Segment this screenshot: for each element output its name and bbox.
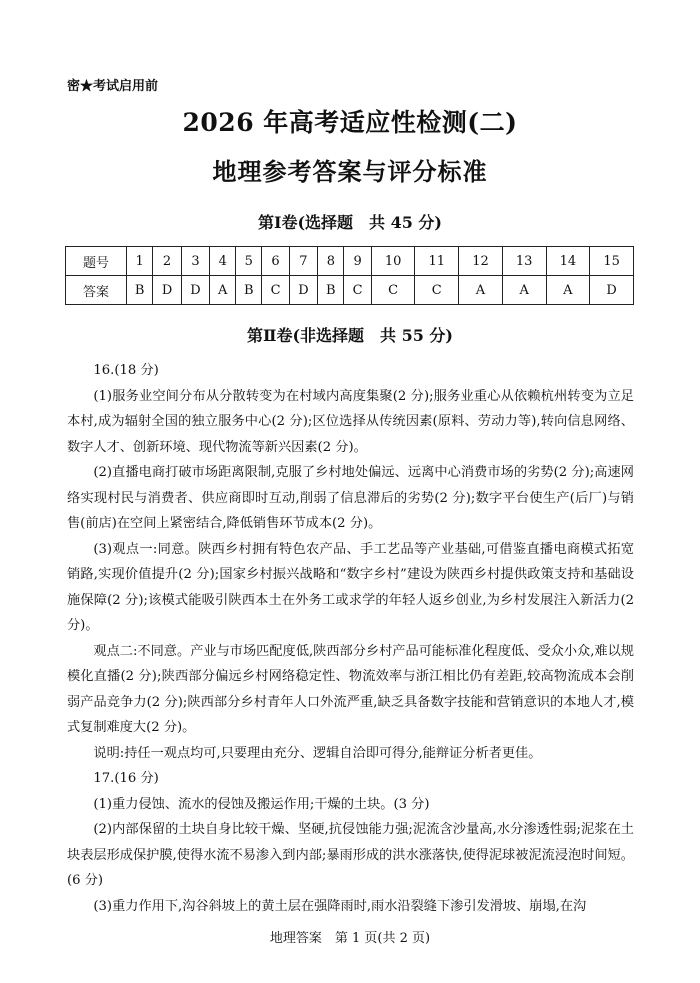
answer-cell: C [262, 276, 289, 305]
number-cell: 5 [236, 247, 262, 276]
answer-paragraph: (3)观点一:同意。陕西乡村拥有特色农产品、手工艺品等产业基础,可借鉴直播电商模式拓宽销路,实现价值提升(2 分);国家乡村振兴战略和“数字乡村”建设为陕西乡村提供政策支持和基础设施保障(2 分);该模式能吸引陕西本土在外务工或求学的年轻人返乡创业,为乡村发展注入新活力(2 分)。 [67, 541, 634, 633]
number-cell: 8 [318, 247, 344, 276]
row-label-answer: 答案 [66, 276, 127, 305]
number-cell: 10 [371, 247, 415, 276]
number-cell: 4 [210, 247, 236, 276]
answer-paragraph: (2)直播电商打破市场距离限制,克服了乡村地处偏远、远离中心消费市场的劣势(2 分);高速网络实现村民与消费者、供应商即时互动,削弱了信息滞后的劣势(2 分);数字平台使生产(后厂)与销售(前店)在空间上紧密结合,降低销售环节成本(2 分)。 [67, 465, 634, 531]
exam-title: 2026 年高考适应性检测(二) [182, 108, 518, 137]
answer-paragraph: 观点二:不同意。产业与市场匹配度低,陕西部分乡村产品可能标准化程度低、受众小众,难以规模化直播(2 分);陕西部分偏远乡村网络稳定性、物流效率与浙江相比仍有差距,较高物流成本会削弱产品竞争力(2 分);陕西部分乡村青年人口外流严重,缺乏具备数字技能和营销意识的本地人才,模式复制难度大(2 分)。 [67, 643, 634, 735]
number-cell: 13 [502, 247, 546, 276]
number-cell: 9 [344, 247, 371, 276]
answer-paragraph: (2)内部保留的土块自身比较干燥、坚硬,抗侵蚀能力强;泥流含沙量高,水分渗透性弱;泥浆在土块表层形成保护膜,使得水流不易渗入到内部;暴雨形成的洪水涨落快,使得泥球被泥流浸泡时间短。(6 分) [67, 822, 634, 888]
section1-title: 第Ⅰ卷(选择题 共 45 分) [257, 213, 443, 232]
answer-cell: A [210, 276, 236, 305]
number-row [66, 247, 634, 276]
answer-cell: D [153, 276, 181, 305]
answer-table [65, 246, 634, 305]
answer-cell: A [546, 276, 590, 305]
exam-subtitle: 地理参考答案与评分标准 [212, 157, 488, 186]
answer-paragraph: (1)服务业空间分布从分散转变为在村域内高度集聚(2 分);服务业重心从依赖杭州转变为立足本村,成为辐射全国的独立服务中心(2 分);区位选择从传统因素(原料、劳动力等),转向信息网络、数字人才、创新环境、现代物流等新兴因素(2 分)。 [67, 388, 634, 455]
answer-row [66, 276, 634, 305]
page-footer: 地理答案 第 1 页(共 2 页) [269, 931, 431, 946]
answer-cell: B [318, 276, 344, 305]
row-label-number: 题号 [66, 247, 127, 276]
number-cell: 1 [127, 247, 153, 276]
answer-cell: B [236, 276, 262, 305]
number-cell: 11 [415, 247, 459, 276]
number-cell: 2 [153, 247, 181, 276]
note-paragraph: 说明:持任一观点均可,只要理由充分、逻辑自洽即可得分,能辩证分析者更佳。 [93, 745, 542, 761]
answer-cell: D [590, 276, 634, 305]
answer-paragraph: (1)重力侵蚀、流水的侵蚀及搬运作用;干燥的土块。(3 分) [93, 796, 430, 812]
section2-title: 第Ⅱ卷(非选择题 共 55 分) [246, 326, 454, 345]
number-cell: 14 [546, 247, 590, 276]
answer-body [67, 358, 634, 919]
number-cell: 12 [459, 247, 503, 276]
answer-cell: D [289, 276, 317, 305]
secret-mark: 密★考试启用前 [67, 79, 159, 94]
answer-cell: D [181, 276, 209, 305]
answer-cell: A [459, 276, 503, 305]
number-cell: 7 [289, 247, 317, 276]
number-cell: 15 [590, 247, 634, 276]
answer-cell: C [344, 276, 371, 305]
answer-cell: A [502, 276, 546, 305]
number-cell: 6 [262, 247, 289, 276]
answer-cell: B [127, 276, 153, 305]
answer-paragraph: (3)重力作用下,沟谷斜坡上的黄土层在强降雨时,雨水沿裂缝下渗引发滑坡、崩塌,在沟 [93, 898, 587, 914]
number-cell: 3 [181, 247, 209, 276]
question-heading: 16.(18 分) [93, 363, 159, 378]
answer-cell: C [415, 276, 459, 305]
question-heading: 17.(16 分) [93, 771, 159, 786]
answer-cell: C [371, 276, 415, 305]
